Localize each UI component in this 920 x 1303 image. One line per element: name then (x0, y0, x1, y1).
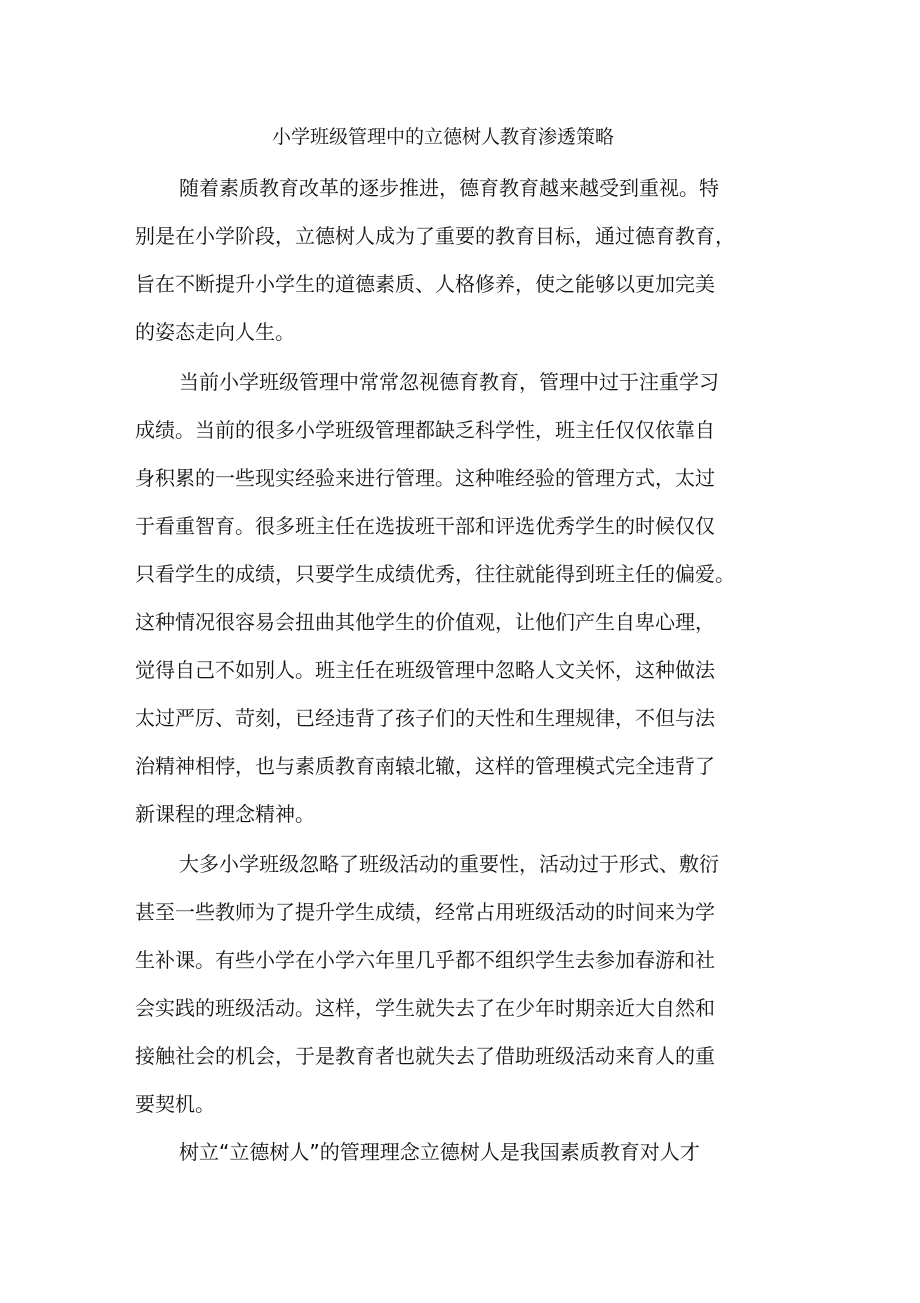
paragraph (135, 840, 735, 1128)
text-line: 生补课。有些小学在小学六年里几乎都不组织学生去参加春游和社 (135, 948, 715, 972)
text-line: 甚至一些教师为了提升学生成绩，经常占用班级活动的时间来为学 (135, 900, 715, 924)
document-title: 小学班级管理中的立德树人教育渗透策略 (271, 126, 614, 148)
text-line: 旨在不断提升小学生的道德素质、人格修养，使之能够以更加完美 (135, 272, 715, 296)
text-line: 随着素质教育改革的逐步推进，德育教育越来越受到重视。特 (179, 176, 719, 200)
text-line: 治精神相悖，也与素质教育南辕北辙，这样的管理模式完全违背了 (135, 754, 715, 778)
text-line: 会实践的班级活动。这样，学生就失去了在少年时期亲近大自然和 (135, 996, 715, 1020)
paragraph (135, 1128, 735, 1176)
text-line: 太过严厉、苛刻，已经违背了孩子们的天性和生理规律，不但与法 (135, 706, 715, 730)
text-line: 的姿态走向人生。 (135, 320, 295, 344)
text-line: 这种情况很容易会扭曲其他学生的价值观，让他们产生自卑心理， (135, 610, 715, 634)
text-line: 别是在小学阶段，立德树人成为了重要的教育目标，通过德育教育， (135, 224, 735, 248)
text-line: 成绩。当前的很多小学班级管理都缺乏科学性，班主任仅仅依靠自 (135, 418, 715, 442)
text-line: 大多小学班级忽略了班级活动的重要性，活动过于形式、敷衍 (179, 852, 719, 876)
text-line: 当前小学班级管理中常常忽视德育教育，管理中过于注重学习 (179, 370, 719, 394)
text-line: 于看重智育。很多班主任在选拔班干部和评选优秀学生的时候仅仅 (135, 514, 715, 538)
document-body (135, 164, 735, 1176)
text-line: 树立“立德树人”的管理理念立德树人是我国素质教育对人才 (179, 1140, 700, 1164)
text-line: 觉得自己不如别人。班主任在班级管理中忽略人文关怀，这种做法 (135, 658, 715, 682)
text-line: 新课程的理念精神。 (135, 802, 315, 826)
paragraph (135, 358, 735, 838)
text-line: 身积累的一些现实经验来进行管理。这种唯经验的管理方式，太过 (135, 466, 715, 490)
text-line: 只看学生的成绩，只要学生成绩优秀，往往就能得到班主任的偏爱。 (135, 562, 735, 586)
text-line: 接触社会的机会，于是教育者也就失去了借助班级活动来育人的重 (135, 1044, 715, 1068)
paragraph (135, 164, 735, 356)
text-line: 要契机。 (135, 1092, 215, 1116)
